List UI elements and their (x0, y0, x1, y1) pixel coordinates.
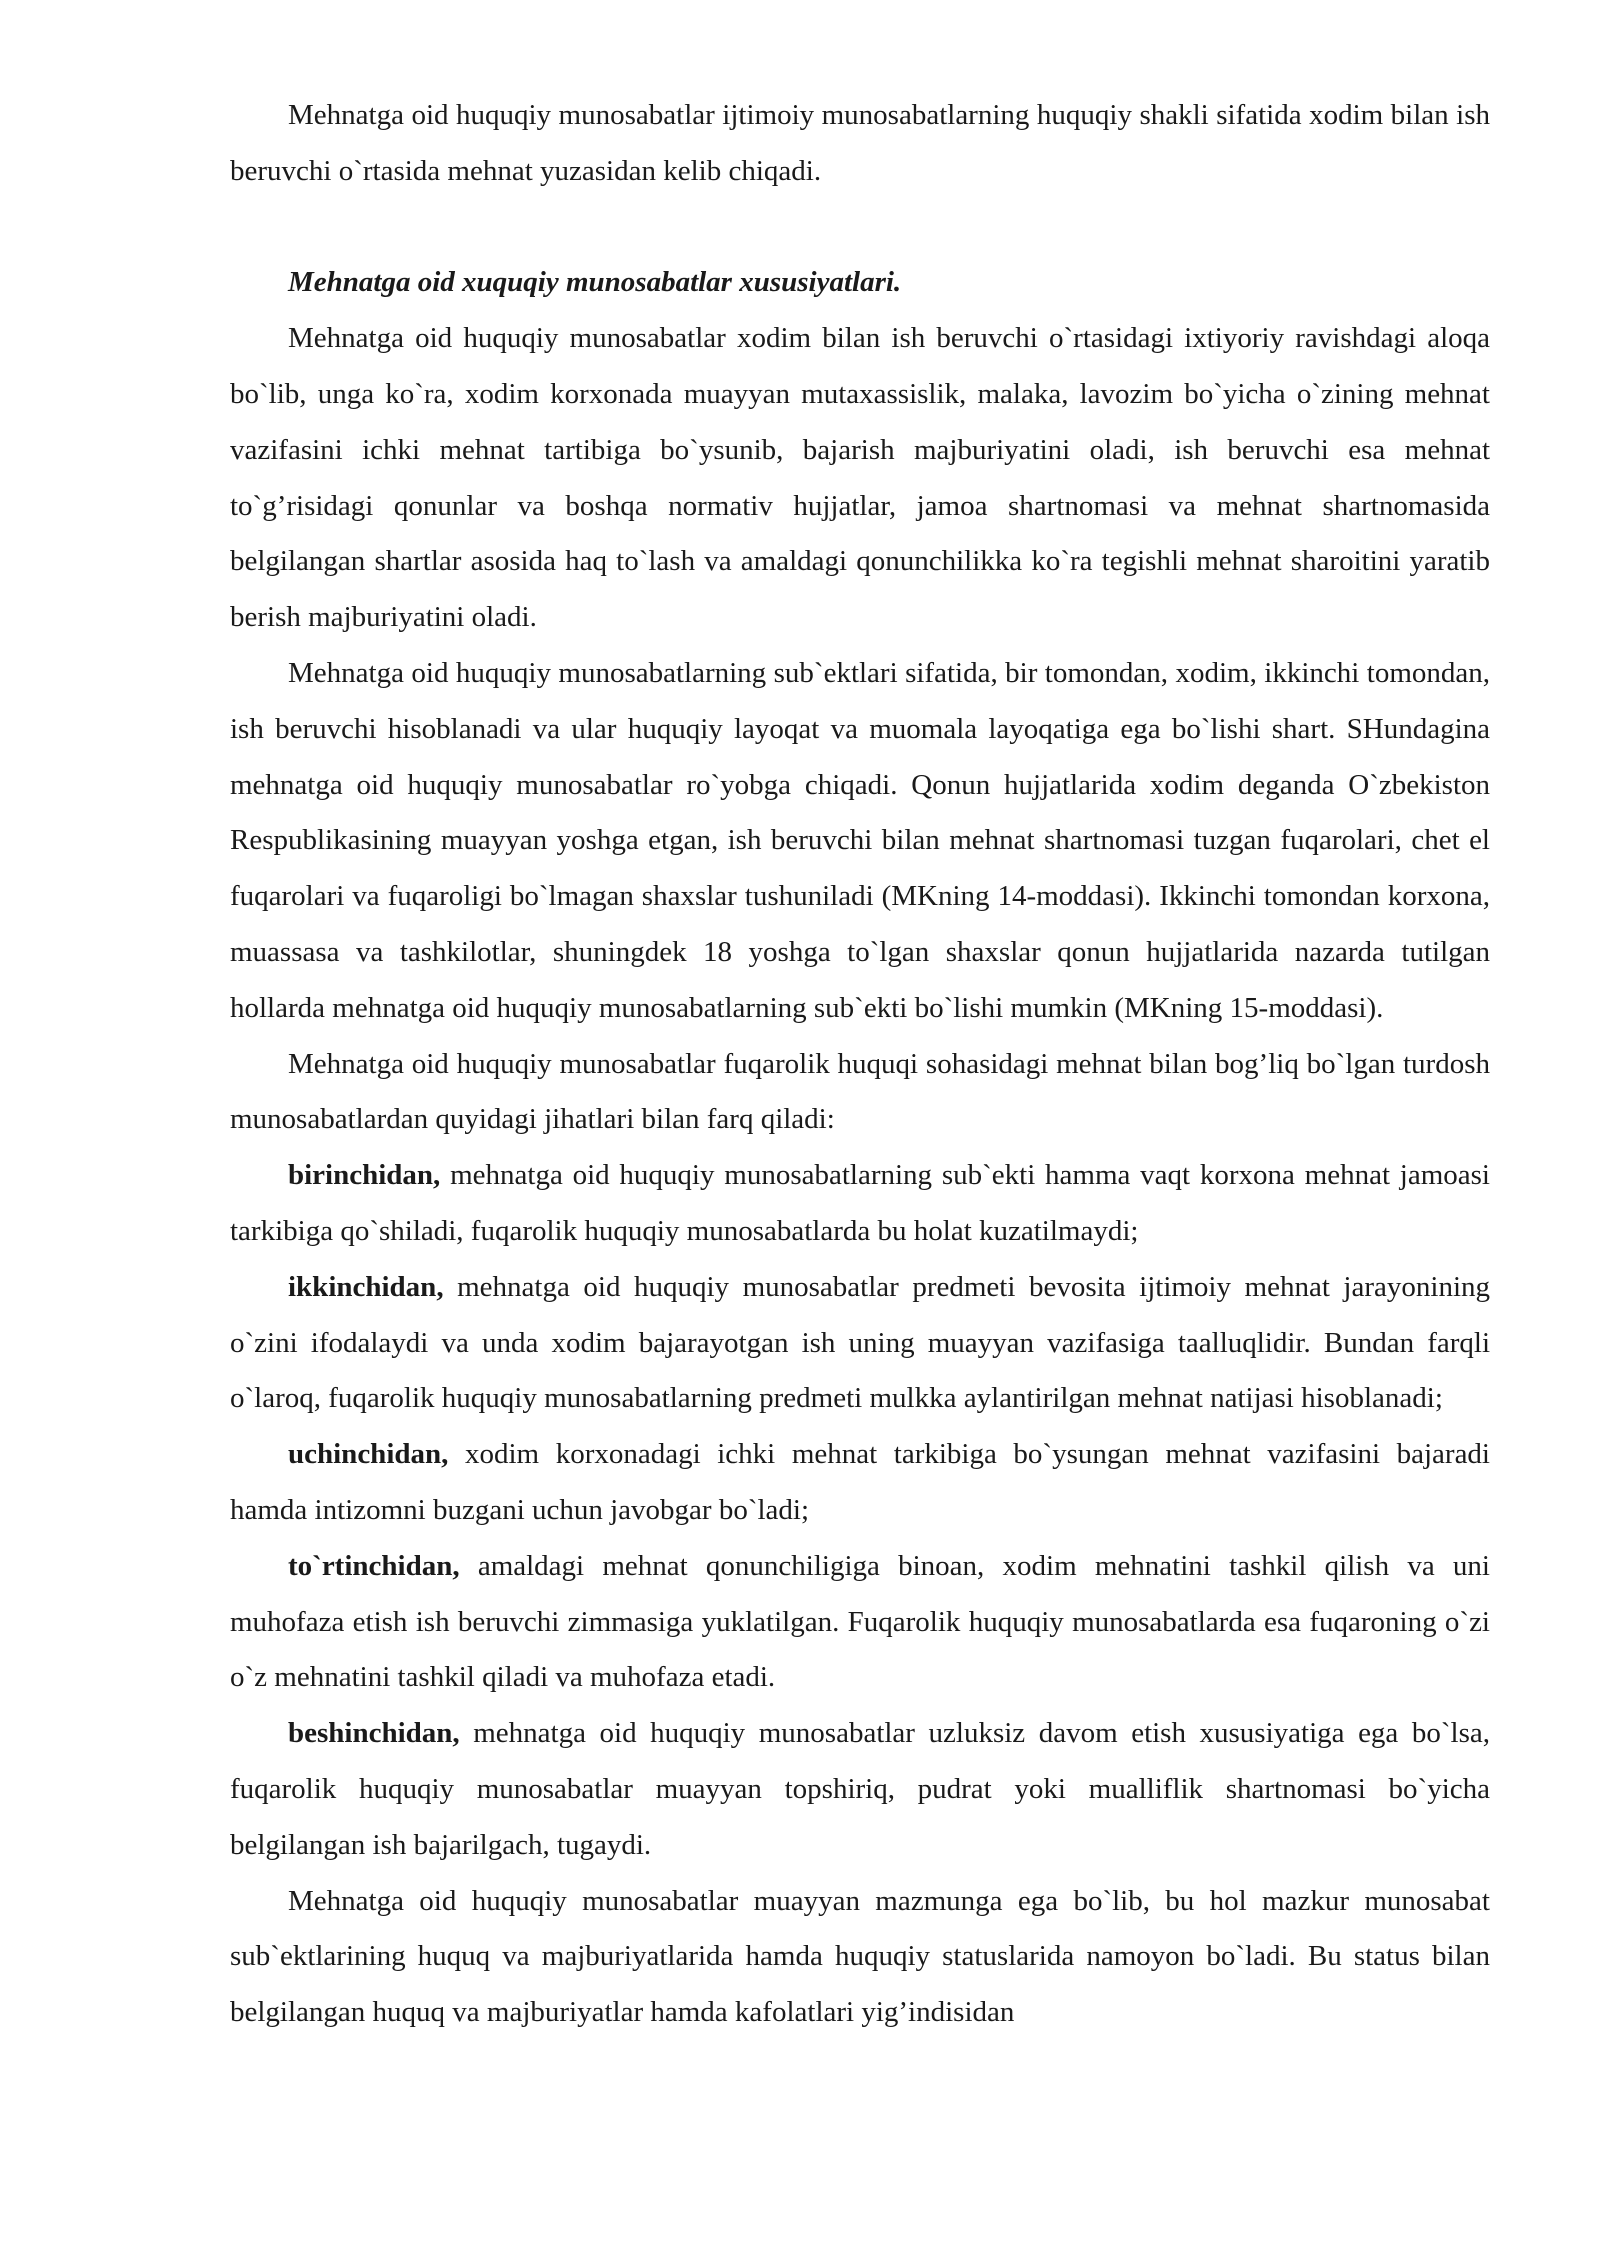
list-item-text: mehnatga oid huquqiy munosabatlarning sub`ekti hamma vaqt korxona mehnat jamoasi tarkibiga qo`shiladi, fuqarolik huquqiy munosabatlarda bu holat kuzatilmaydi; (230, 1159, 1490, 1247)
paragraph-subjects: Mehnatga oid huquqiy munosabatlarning sub`ektlari sifatida, bir tomondan, xodim, ikkinchi tomondan, ish beruvchi hisoblanadi va ular huquqiy layoqat va muomala layoqatiga ega bo`lishi shart. SHundagina mehnatga oid huquqiy munosabatlar ro`yobga chiqadi. Qonun hujjatlarida xodim deganda O`zbekiston Respublikasining muayyan yoshga etgan, ish beruvchi bilan mehnat shartnomasi tuzgan fuqarolari, chet el fuqarolari va fuqaroligi bo`lmagan shaxslar tushuniladi (MKning 14-moddasi). Ikkinchi tomondan korxona, muassasa va tashkilotlar, shuningdek 18 yoshga to`lgan shaxslar qonun hujjatlarida nazarda tutilgan hollarda mehnatga oid huquqiy munosabatlarning sub`ekti bo`lishi mumkin (MKning 15-moddasi). (230, 656, 1490, 1024)
paragraph-differences: Mehnatga oid huquqiy munosabatlar fuqarolik huquqi sohasidagi mehnat bilan bog’liq bo`lgan turdosh munosabatlardan quyidagi jihatlari bilan farq qiladi: (230, 1047, 1490, 1136)
list-item-text: amaldagi mehnat qonunchiligiga binoan, xodim mehnatini tashkil qilish va uni muhofaza etish ish beruvchi zimmasiga yuklatilgan. Fuqarolik huquqiy munosabatlarda esa fuqaroning o`zi o`z mehnatini tashkil qiladi va muhofaza etadi. (230, 1549, 1490, 1694)
document-page (230, 88, 1490, 2041)
list-item-label: birinchidan, (288, 1159, 441, 1192)
list-item-label: ikkinchidan, (288, 1270, 444, 1303)
list-item-label: uchinchidan, (288, 1438, 449, 1471)
paragraph-definition: Mehnatga oid huquqiy munosabatlar xodim bilan ish beruvchi o`rtasidagi ixtiyoriy ravishdagi aloqa bo`lib, unga ko`ra, xodim korxonada muayyan mutaxassislik, malaka, lavozim bo`yicha o`zining mehnat vazifasini ichki mehnat tartibiga bo`ysunib, bajarish majburiyatini oladi, ish beruvchi esa mehnat to`g’risidagi qonunlar va boshqa normativ hujjatlar, jamoa shartnomasi va mehnat shartnomasida belgilangan shartlar asosida haq to`lash va amaldagi qonunchilikka ko`ra tegishli mehnat sharoitini yaratib berish majburiyatini oladi. (230, 322, 1490, 634)
list-item-first (230, 1148, 1490, 1260)
list-item-third (230, 1427, 1490, 1539)
list-item-text: mehnatga oid huquqiy munosabatlar predmeti bevosita ijtimoiy mehnat jarayonining o`zini ifodalaydi va unda xodim bajarayotgan ish uning muayyan vazifasiga taalluqlidir. Bundan farqli o`laroq, fuqarolik huquqiy munosabatlarning predmeti mulkka aylantirilgan mehnat natijasi hisoblanadi; (230, 1270, 1490, 1415)
list-item-fifth (230, 1706, 1490, 1873)
list-item-label: to`rtinchidan, (288, 1549, 460, 1582)
list-item-second (230, 1260, 1490, 1427)
paragraph-content: Mehnatga oid huquqiy munosabatlar muayyan mazmunga ega bo`lib, bu hol mazkur munosabat sub`ektlarining huquq va majburiyatlarida hamda huquqiy statuslarida namoyon bo`ladi. Bu status bilan belgilangan huquq va majburiyatlar hamda kafolatlari yig’indisidan (230, 1884, 1490, 2029)
list-item-text: mehnatga oid huquqiy munosabatlar uzluksiz davom etish xususiyatiga ega bo`lsa, fuqarolik huquqiy munosabatlar muayyan topshiriq, pudrat yoki mualliflik shartnomasi bo`yicha belgilangan ish bajarilgach, tugaydi. (230, 1717, 1490, 1861)
list-item-text: xodim korxonadagi ichki mehnat tarkibiga bo`ysungan mehnat vazifasini bajaradi hamda intizomni buzgani uchun javobgar bo`ladi; (230, 1438, 1490, 1526)
list-item-fourth (230, 1539, 1490, 1706)
section-heading: Mehnatga oid xuquqiy munosabatlar xususiyatlari. (288, 266, 902, 299)
paragraph-spacer (230, 200, 1490, 256)
list-item-label: beshinchidan, (288, 1717, 460, 1750)
intro-paragraph: Mehnatga oid huquqiy munosabatlar ijtimoiy munosabatlarning huquqiy shakli sifatida xodim bilan ish beruvchi o`rtasida mehnat yuzasidan kelib chiqadi. (230, 99, 1490, 187)
